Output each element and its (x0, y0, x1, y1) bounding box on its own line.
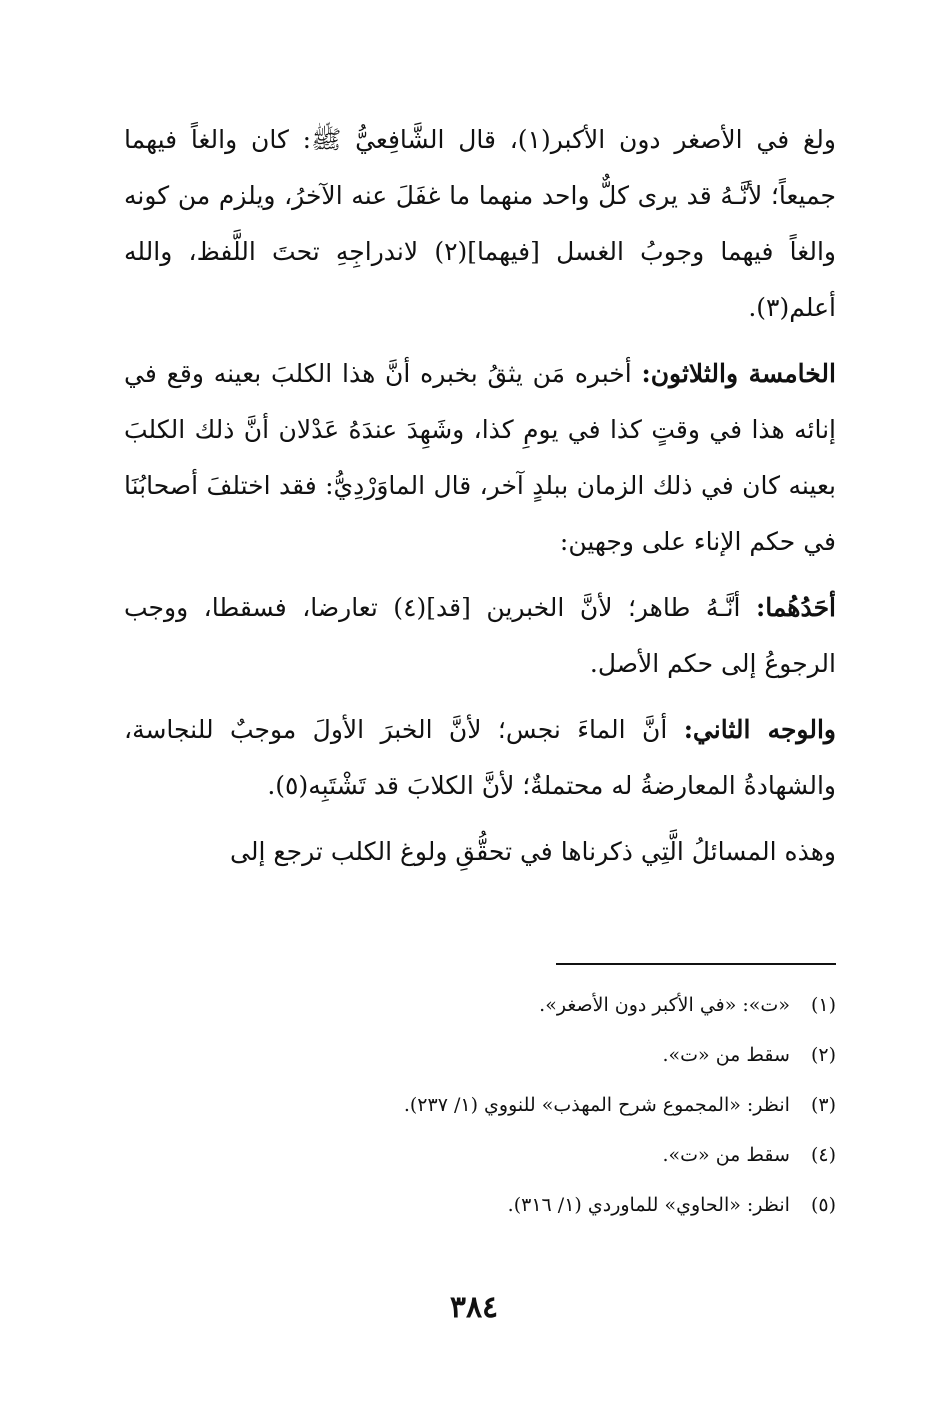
footnote-number: (١) (810, 994, 836, 1016)
page-number: ٣٨٤ (449, 1290, 499, 1325)
main-text (124, 112, 836, 880)
paragraph (124, 346, 836, 570)
footnotes (200, 980, 836, 1230)
footnote (200, 1030, 836, 1080)
paragraph-heading: والوجه الثاني: (683, 715, 836, 744)
paragraph-text: أخبره مَن يثقُ بخبره أنَّ هذا الكلبَ بعينه وقع في إنائه هذا في وقتٍ كذا في يومِ كذا، وشَهِدَ عندَهُ عَدْلان أنَّ ذلك الكلبَ بعينه كان في ذلك الزمان ببلدٍ آخر، قال الماوَرْدِيُّ: فقد اختلفَ أصحابُنَا في حكم الإناء على وجهين: (124, 359, 836, 556)
footnote (200, 980, 836, 1030)
footnote-text: انظر: «المجموع شرح المهذب» للنووي (١/ ٢٣٧). (403, 1094, 790, 1116)
footnote-number: (٣) (810, 1094, 836, 1116)
paragraph-text: وهذه المسائلُ الَّتِي ذكرناها في تحقُّقِ ولوغ الكلب ترجع إلى (230, 837, 836, 866)
footnote-text: سقط من «ت». (662, 1144, 790, 1166)
paragraph (124, 702, 836, 814)
footnote-number: (٥) (810, 1194, 836, 1216)
paragraph-text: أنَّـهُ طاهر؛ لأنَّ الخبرين [قد](٤) تعارضا، فسقطا، ووجب الرجوعُ إلى حكم الأصل. (124, 593, 836, 678)
footnote-text: انظر: «الحاوي» للماوردي (١/ ٣١٦). (507, 1194, 790, 1216)
paragraph (124, 580, 836, 692)
paragraph-heading: الخامسة والثلاثون: (641, 359, 836, 388)
footnote (200, 1130, 836, 1180)
paragraph-text: ولغ في الأصغر دون الأكبر(١)، قال الشَّافِعيُّ ﷺ: كان والغاً فيهما جميعاً؛ لأنَّـهُ قد يرى كلٌّ واحد منهما ما غفَلَ عنه الآخرُ، ويلزم من كونه والغاً فيهما وجوبُ الغسل [فيهما](٢) لاندراجِهِ تحتَ اللَّفظ، والله أعلم(٣). (124, 125, 836, 322)
footnote-text: «ت»: «في الأكبر دون الأصغر». (539, 994, 790, 1016)
paragraph-heading: أحَدُهُما: (755, 593, 836, 622)
footnote (200, 1180, 836, 1230)
paragraph (124, 824, 836, 880)
footnote-number: (٤) (810, 1144, 836, 1166)
paragraph-text: أنَّ الماءَ نجس؛ لأنَّ الخبرَ الأولَ موجبٌ للنجاسة، والشهادةُ المعارضةُ له محتملةٌ؛ لأنَّ الكلابَ قد تَشْتَبِه(٥). (124, 715, 836, 800)
footnote-text: سقط من «ت». (662, 1044, 790, 1066)
footnote-number: (٢) (810, 1044, 836, 1066)
footnote (200, 1080, 836, 1130)
footnote-divider (556, 963, 836, 965)
paragraph (124, 112, 836, 336)
